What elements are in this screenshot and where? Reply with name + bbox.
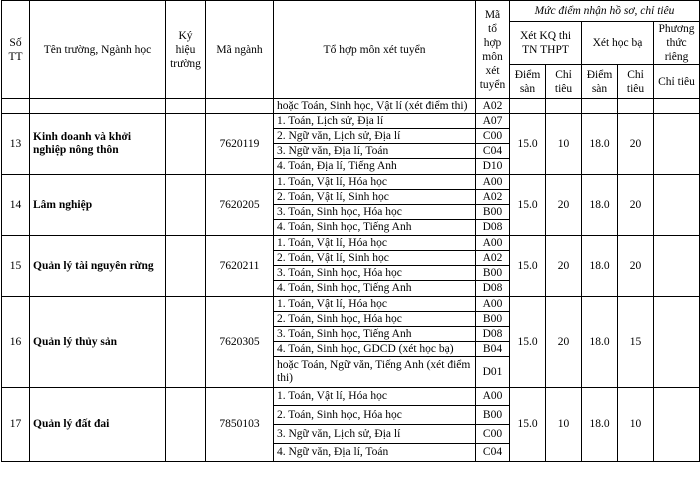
other-quota xyxy=(654,114,700,175)
combo-text: 4. Ngữ văn, Địa lí, Toán xyxy=(274,444,476,462)
table-row xyxy=(2,175,700,190)
combo-code: C04 xyxy=(476,444,510,462)
thpt-quota: 20 xyxy=(546,175,582,236)
combo-text: 3. Ngữ văn, Địa lí, Toán xyxy=(274,144,476,159)
empty-cell xyxy=(30,99,166,114)
hb-floor: 18.0 xyxy=(582,114,618,175)
combo-code: B00 xyxy=(476,266,510,281)
combo-text: hoặc Toán, Ngữ văn, Tiếng Anh (xét điểm thi) xyxy=(274,357,476,388)
combo-text: 2. Toán, Sinh học, Hóa học xyxy=(274,312,476,327)
hb-floor: 18.0 xyxy=(582,236,618,297)
school-code-cell xyxy=(166,114,206,175)
combo-code: C04 xyxy=(476,144,510,159)
combo-text: 4. Toán, Sinh học, Tiếng Anh xyxy=(274,220,476,236)
hb-quota: 20 xyxy=(618,175,654,236)
header-thpt-floor: Điểm sàn xyxy=(510,65,546,99)
header-school-code: Ký hiệu trường xyxy=(166,1,206,99)
header-school-major: Tên trường, Ngành học xyxy=(30,1,166,99)
combo-text: 3. Toán, Sinh học, Tiếng Anh xyxy=(274,327,476,342)
combo-text: 4. Toán, Sinh học, GDCD (xét học bạ) xyxy=(274,342,476,357)
other-quota xyxy=(654,297,700,388)
header-thpt: Xét KQ thi TN THPT xyxy=(510,22,582,65)
thpt-quota: 20 xyxy=(546,297,582,388)
table-row xyxy=(2,99,700,114)
combo-code: D08 xyxy=(476,281,510,297)
combo-code: A07 xyxy=(476,114,510,129)
thpt-floor: 15.0 xyxy=(510,297,546,388)
row-stt: 16 xyxy=(2,297,30,388)
row-stt: 14 xyxy=(2,175,30,236)
major-code: 7620205 xyxy=(206,175,274,236)
header-hb-floor: Điểm sàn xyxy=(582,65,618,99)
other-quota xyxy=(654,236,700,297)
thpt-quota: 10 xyxy=(546,388,582,462)
hb-floor: 18.0 xyxy=(582,297,618,388)
combo-text: 1. Toán, Lịch sử, Địa lí xyxy=(274,114,476,129)
combo-code: A00 xyxy=(476,236,510,251)
major-code: 7620305 xyxy=(206,297,274,388)
header-score-group: Mức điểm nhận hồ sơ, chỉ tiêu xyxy=(510,1,700,22)
admissions-table xyxy=(1,0,700,462)
major-name: Quản lý tài nguyên rừng xyxy=(30,236,166,297)
hb-quota: 20 xyxy=(618,114,654,175)
combo-text: 1. Toán, Vật lí, Hóa học xyxy=(274,236,476,251)
combo-code: B00 xyxy=(476,406,510,425)
school-code-cell xyxy=(166,236,206,297)
combo-code: B00 xyxy=(476,312,510,327)
major-name: Kinh doanh và khởi nghiệp nông thôn xyxy=(30,114,166,175)
combo-code: A02 xyxy=(476,99,510,114)
combo-code: A00 xyxy=(476,175,510,190)
empty-cell xyxy=(546,99,582,114)
hb-floor: 18.0 xyxy=(582,175,618,236)
thpt-quota: 20 xyxy=(546,236,582,297)
major-name: Lâm nghiệp xyxy=(30,175,166,236)
table-row xyxy=(2,114,700,129)
table-row xyxy=(2,388,700,406)
combo-text: 3. Toán, Sinh học, Hóa học xyxy=(274,205,476,220)
combo-code: A02 xyxy=(476,190,510,205)
header-stt: Số TT xyxy=(2,1,30,99)
major-code: 7620119 xyxy=(206,114,274,175)
combo-text: 3. Ngữ văn, Lịch sử, Địa lí xyxy=(274,425,476,444)
combo-text: 1. Toán, Vật lí, Hóa học xyxy=(274,297,476,312)
combo-text: 2. Ngữ văn, Lịch sử, Địa lí xyxy=(274,129,476,144)
row-stt: 13 xyxy=(2,114,30,175)
major-name: Quản lý thủy sản xyxy=(30,297,166,388)
combo-text: 1. Toán, Vật lí, Hóa học xyxy=(274,175,476,190)
thpt-floor: 15.0 xyxy=(510,236,546,297)
other-quota xyxy=(654,388,700,462)
school-code-cell xyxy=(166,388,206,462)
empty-cell xyxy=(2,99,30,114)
combo-text: 2. Toán, Vật lí, Sinh học xyxy=(274,190,476,205)
empty-cell xyxy=(206,99,274,114)
major-code: 7620211 xyxy=(206,236,274,297)
combo-code: D10 xyxy=(476,159,510,175)
thpt-floor: 15.0 xyxy=(510,175,546,236)
table-row xyxy=(2,297,700,312)
combo-code: A00 xyxy=(476,297,510,312)
combo-text: 4. Toán, Sinh học, Tiếng Anh xyxy=(274,281,476,297)
empty-cell xyxy=(582,99,618,114)
combo-text: 1. Toán, Vật lí, Hóa học xyxy=(274,388,476,406)
empty-cell xyxy=(510,99,546,114)
thpt-floor: 15.0 xyxy=(510,388,546,462)
other-quota xyxy=(654,175,700,236)
header-transcript: Xét học bạ xyxy=(582,22,654,65)
major-name: Quản lý đất đai xyxy=(30,388,166,462)
combo-code: B04 xyxy=(476,342,510,357)
header-other-method: Phương thức riêng xyxy=(654,22,700,65)
row-stt: 17 xyxy=(2,388,30,462)
header-hb-quota: Chỉ tiêu xyxy=(618,65,654,99)
thpt-quota: 10 xyxy=(546,114,582,175)
hb-quota: 10 xyxy=(618,388,654,462)
header-other-quota: Chỉ tiêu xyxy=(654,65,700,99)
combo-code: D08 xyxy=(476,220,510,236)
combo-code: D08 xyxy=(476,327,510,342)
empty-cell xyxy=(654,99,700,114)
hb-floor: 18.0 xyxy=(582,388,618,462)
school-code-cell xyxy=(166,175,206,236)
empty-cell xyxy=(166,99,206,114)
school-code-cell xyxy=(166,297,206,388)
combo-code: C00 xyxy=(476,129,510,144)
combo-text: 3. Toán, Sinh học, Hóa học xyxy=(274,266,476,281)
combo-text: 4. Toán, Địa lí, Tiếng Anh xyxy=(274,159,476,175)
empty-cell xyxy=(618,99,654,114)
header-thpt-quota: Chỉ tiêu xyxy=(546,65,582,99)
combo-code: B00 xyxy=(476,205,510,220)
thpt-floor: 15.0 xyxy=(510,114,546,175)
combo-code: D01 xyxy=(476,357,510,388)
hb-quota: 20 xyxy=(618,236,654,297)
combo-code: A02 xyxy=(476,251,510,266)
combo-code: C00 xyxy=(476,425,510,444)
header-combination: Tổ hợp môn xét tuyển xyxy=(274,1,476,99)
combo-text: 2. Toán, Vật lí, Sinh học xyxy=(274,251,476,266)
table-row xyxy=(2,236,700,251)
major-code: 7850103 xyxy=(206,388,274,462)
combo-code: A00 xyxy=(476,388,510,406)
header-major-code: Mã ngành xyxy=(206,1,274,99)
hb-quota: 15 xyxy=(618,297,654,388)
header-combo-code: Mã tổ hợp môn xét tuyển xyxy=(476,1,510,99)
combo-text: 2. Toán, Sinh học, Hóa học xyxy=(274,406,476,425)
combo-text: hoặc Toán, Sinh học, Vật lí (xét điểm thi) xyxy=(274,99,476,114)
row-stt: 15 xyxy=(2,236,30,297)
